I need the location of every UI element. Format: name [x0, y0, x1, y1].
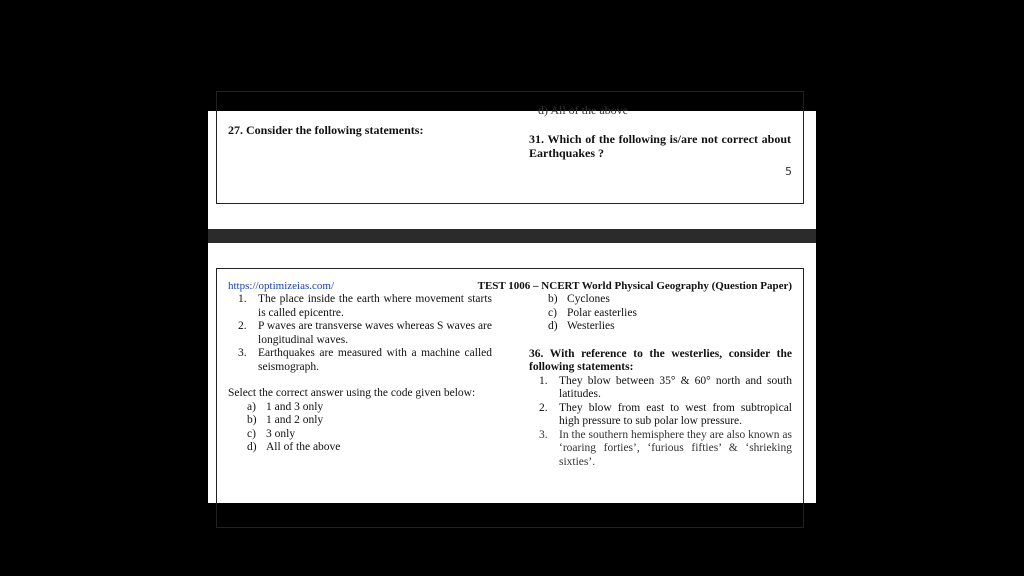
document-page-5 — [208, 103, 816, 229]
statement-item: 3. Earthquakes are measured with a machine called seismograph. — [238, 347, 492, 373]
test-title: TEST 1006 – NCERT World Physical Geography (Question Paper) — [477, 280, 792, 292]
statement-item: 2. P waves are transverse waves whereas S waves are longitudinal waves. — [238, 320, 492, 346]
question-31-heading: 31. Which of the following is/are not correct about Earthquakes ? — [529, 132, 791, 160]
right-column — [529, 293, 792, 469]
answer-instruction: Select the correct answer using the code given below: — [228, 387, 476, 399]
question-36-heading: 36. With reference to the westerlies, consider the following statements: — [529, 347, 792, 373]
option-item: a) 1 and 3 only — [247, 400, 324, 413]
question-35-options — [529, 293, 792, 334]
option-item: b) Cyclones — [548, 293, 610, 305]
page-number: 5 — [785, 165, 792, 178]
option-item: d) All of the above — [247, 441, 341, 453]
site-url-link[interactable]: https://optimizeias.com/ — [228, 280, 335, 292]
document-page-6 — [208, 243, 816, 503]
cut-off-option: d) All of the above — [538, 103, 628, 117]
question-31-statements — [228, 293, 492, 374]
page-separator — [208, 229, 816, 243]
option-item: d) Westerlies — [548, 320, 615, 332]
option-item: c) Polar easterlies — [548, 306, 637, 319]
answer-options — [228, 401, 492, 455]
document-viewport[interactable] — [208, 103, 816, 468]
statement-item: 1. The place inside the earth where movement starts is called epicentre. — [238, 293, 492, 319]
question-27-heading: 27. Consider the following statements: — [228, 123, 424, 137]
left-column — [228, 293, 492, 455]
statement-item: 2. They blow from east to west from subtropical high pressure to sub polar low pressure. — [539, 401, 792, 427]
option-item: b) 1 and 2 only — [247, 414, 324, 426]
statement-item: 3. In the southern hemisphere they are also known as ‘roaring forties’, ‘furious fifties’ & ‘shrieking sixties’. — [539, 428, 792, 468]
statement-item: 1. They blow between 35° & 60° north and south latitudes. — [539, 374, 792, 400]
question-36-statements — [529, 375, 792, 470]
option-item: c) 3 only — [247, 427, 296, 440]
